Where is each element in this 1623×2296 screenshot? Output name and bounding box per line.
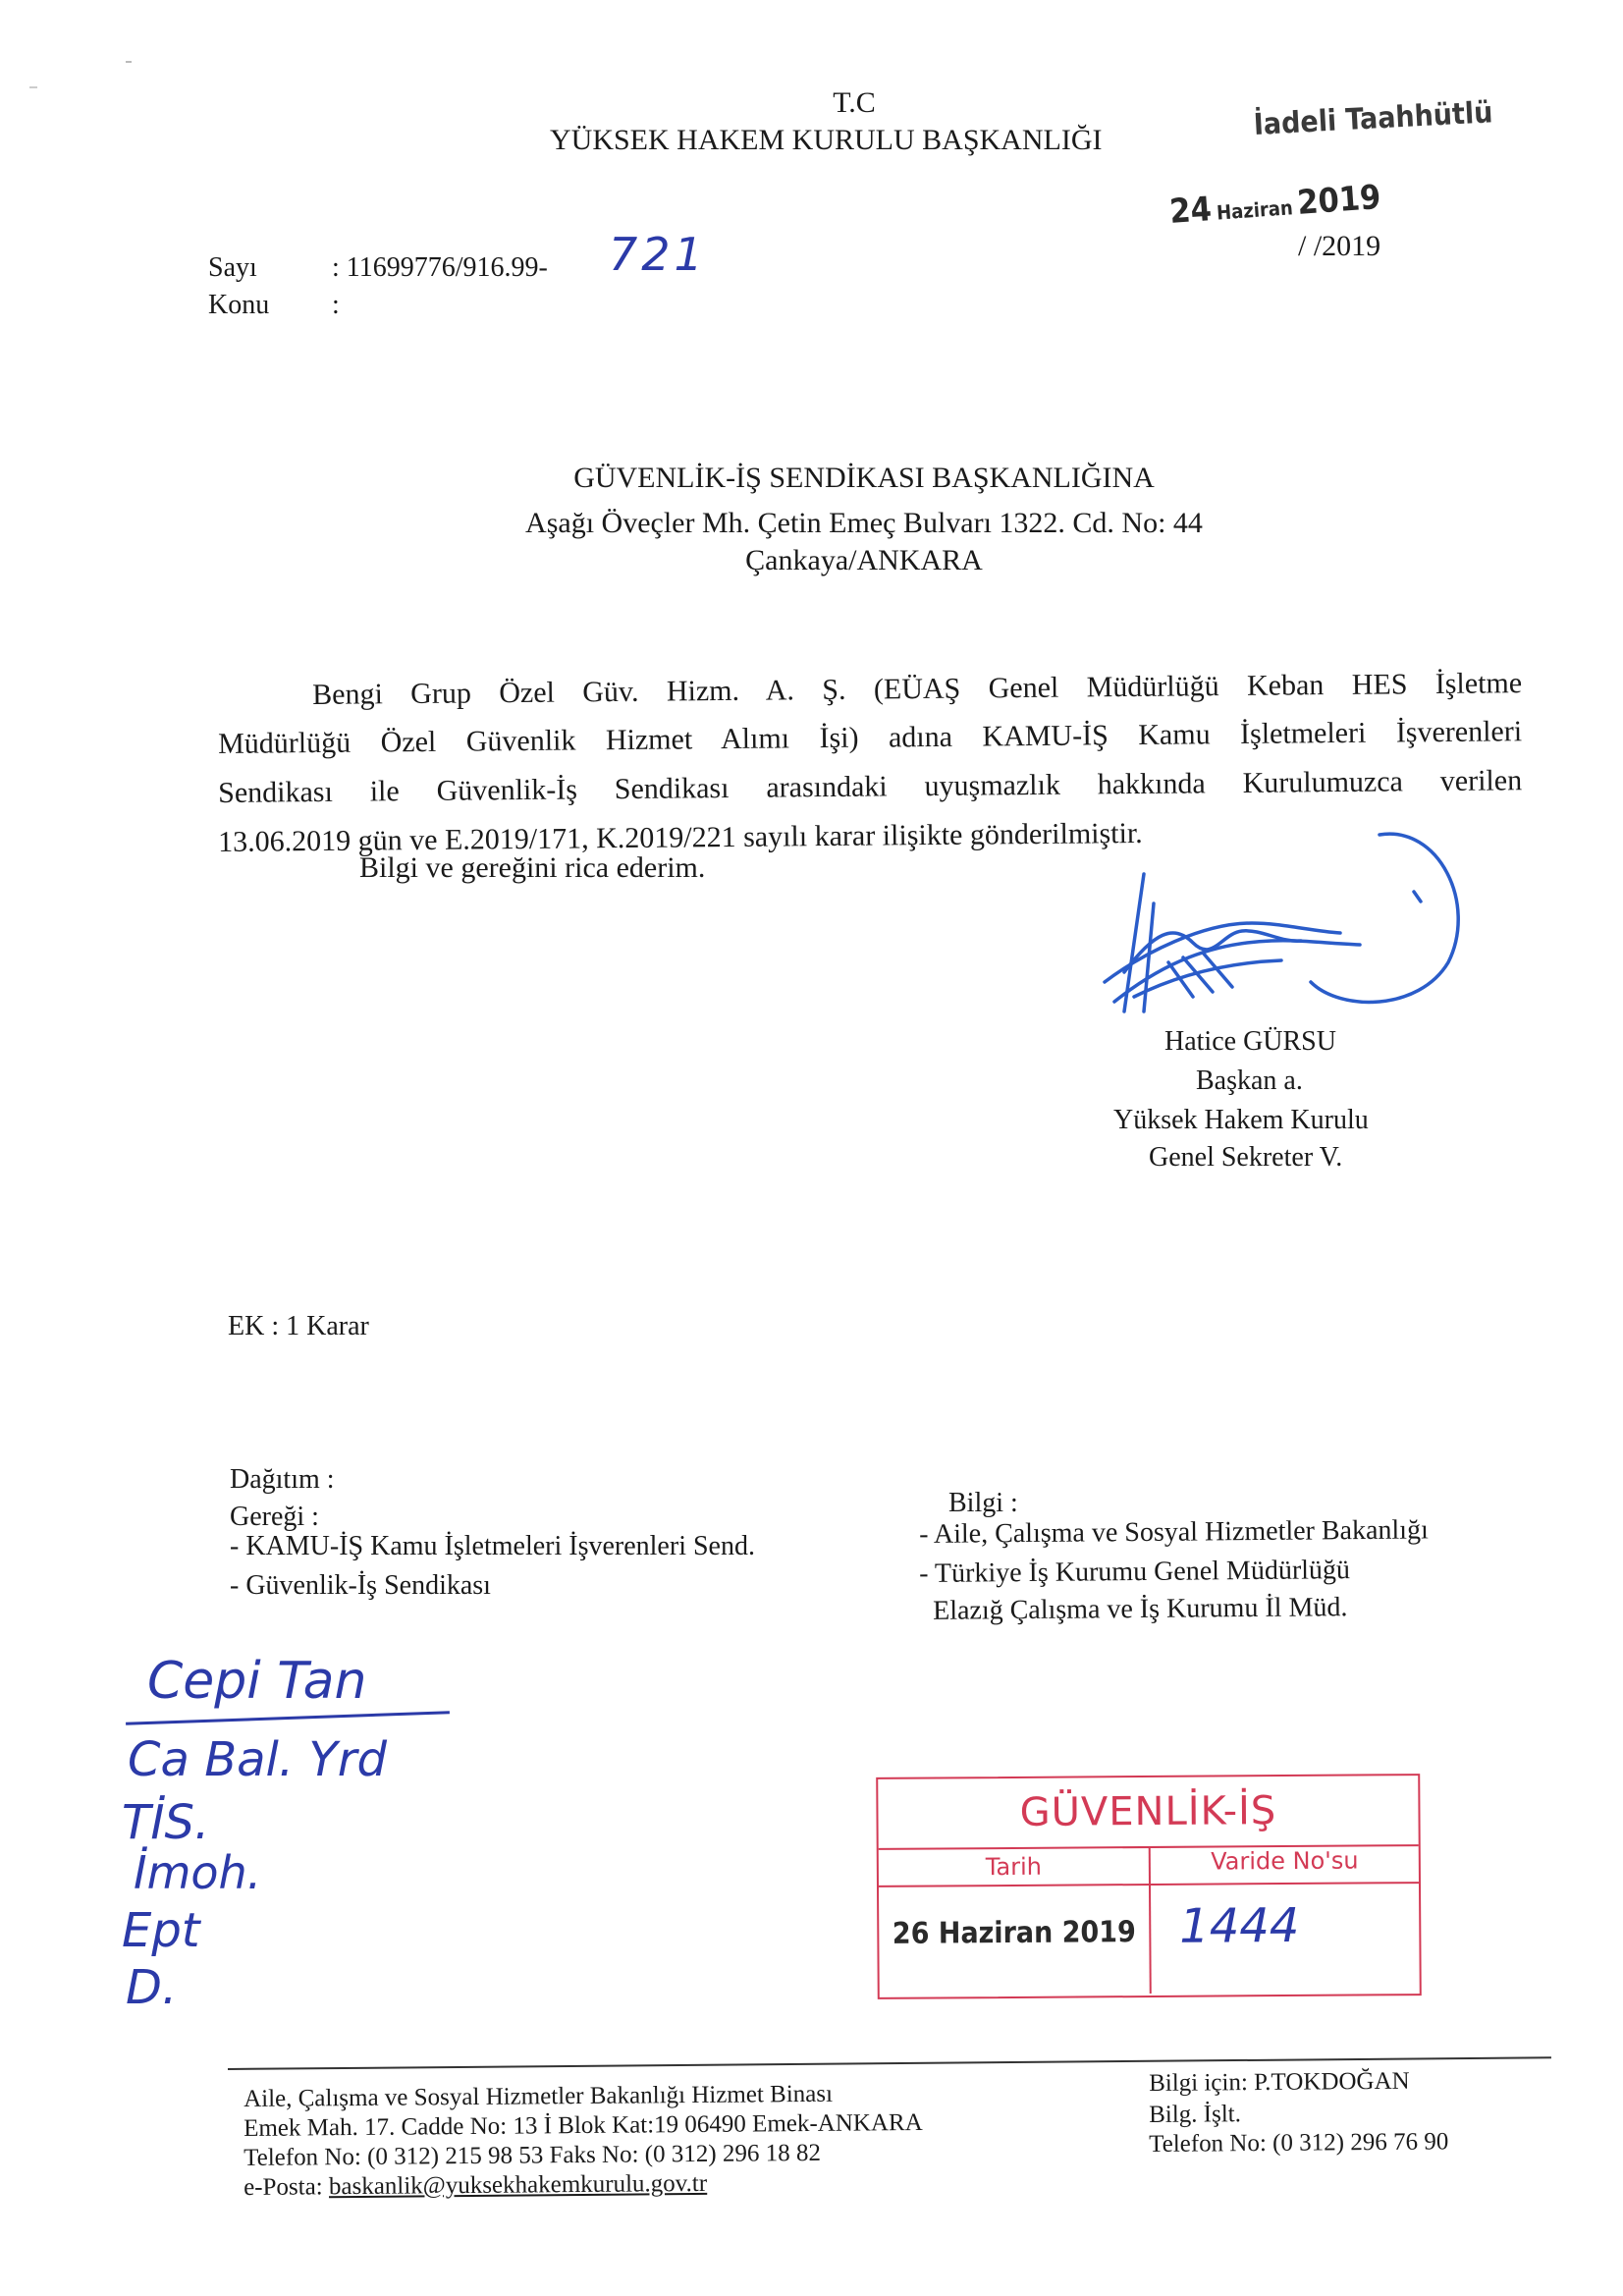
header-tc: T.C — [833, 86, 876, 119]
handwritten-note-1: Cepi Tan — [147, 1652, 367, 1711]
distribution-info-label: Bilgi : — [948, 1488, 1018, 1518]
date-stamp-year: 2019 — [1295, 177, 1382, 223]
handwritten-note-2: Ca Bal. Yrd — [128, 1732, 387, 1787]
konu-value: : — [332, 290, 340, 320]
handwritten-note-5: Ept — [122, 1903, 200, 1958]
footer-info-unit: Bilg. İşlt. — [1149, 2101, 1242, 2128]
body-line-2: Müdürlüğü Özel Güvenlik Hizmet Alımı İşi) adına KAMU-İŞ Kamu İşletmeleri İşverenleri — [218, 715, 1523, 760]
handwritten-note-3: TİS. — [122, 1795, 210, 1850]
distribution-action-item-1: - KAMU-İŞ Kamu İşletmeleri İşverenleri Send. — [230, 1531, 755, 1561]
distribution-action-item-2: - Güvenlik-İş Sendikası — [230, 1570, 491, 1601]
stamp-date-label: Tarih — [985, 1852, 1043, 1882]
footer-address-1: Aile, Çalışma ve Sosyal Hizmetler Bakanlığı Hizmet Binası — [243, 2080, 834, 2112]
handwritten-note-6: D. — [126, 1960, 178, 2015]
date-stamp-month: Haziran — [1216, 195, 1294, 225]
handwritten-underline — [126, 1711, 450, 1725]
scan-mark — [126, 61, 132, 63]
stamp-number-label: Varide No'su — [1211, 1846, 1359, 1876]
distribution-info-item-2: - Türkiye İş Kurumu Genel Müdürlüğü — [919, 1555, 1351, 1589]
distribution-info-item-1: - Aile, Çalışma ve Sosyal Hizmetler Bakanlığı — [919, 1514, 1429, 1550]
stamp-number-value: 1444 — [1179, 1897, 1300, 1954]
signatory-title-2: Yüksek Hakem Kurulu — [1113, 1105, 1369, 1135]
body-line-4: 13.06.2019 gün ve E.2019/171, K.2019/221 sayılı karar ilişikte gönderilmiştir. — [218, 816, 1143, 858]
body-line-3: Sendikası ile Güvenlik-İş Sendikası arasındaki uyuşmazlık hakkında Kurulumuzca verilen — [218, 764, 1523, 809]
footer-info-contact: Bilgi için: P.TOKDOĞAN — [1149, 2067, 1410, 2097]
footer-email-link[interactable]: baskanlik@yuksekhakemkurulu.gov.tr — [328, 2169, 708, 2201]
sayi-handwritten-number: 721 — [609, 228, 707, 281]
konu-label: Konu — [208, 290, 270, 320]
signatory-title-1: Başkan a. — [1196, 1066, 1303, 1096]
distribution-info-item-3: Elazığ Çalışma ve İş Kurumu İl Müd. — [919, 1592, 1348, 1626]
footer-address-2: Emek Mah. 17. Cadde No: 13 İ Blok Kat:19 06490 Emek-ANKARA — [243, 2108, 923, 2142]
recipient-name: GÜVENLİK-İŞ SENDİKASI BAŞKANLIĞINA — [573, 462, 1155, 494]
handwritten-note-4: İmoh. — [134, 1846, 262, 1899]
signatory-title-3: Genel Sekreter V. — [1149, 1142, 1343, 1173]
attachment-line: EK : 1 Karar — [228, 1311, 369, 1341]
body-line-1: Bengi Grup Özel Güv. Hizm. A. Ş. (EÜAŞ Genel Müdürlüğü Keban HES İşletme — [312, 667, 1523, 711]
footer-info-phone: Telefon No: (0 312) 296 76 90 — [1149, 2128, 1449, 2158]
registered-mail-stamp: İadeli Taahhütlü — [1253, 95, 1494, 142]
date-stamp-day: 24 — [1168, 190, 1214, 232]
sayi-value: : 11699776/916.99- — [332, 252, 548, 283]
recipient-address-1: Aşağı Öveçler Mh. Çetin Emeç Bulvarı 1322. Cd. No: 44 — [525, 507, 1203, 539]
distribution-label: Dağıtım : — [230, 1464, 335, 1495]
footer-email-label: e-Posta: — [243, 2173, 330, 2201]
recipient-address-2: Çankaya/ANKARA — [745, 544, 983, 576]
footer-email-line — [243, 2168, 707, 2204]
scan-mark — [29, 86, 37, 88]
signatory-name: Hatice GÜRSU — [1164, 1026, 1336, 1057]
stamp-date-value: 26 Haziran 2019 — [892, 1915, 1136, 1951]
footer-phone: Telefon No: (0 312) 215 98 53 Faks No: (0 312) 296 18 82 — [243, 2139, 822, 2171]
sayi-label: Sayı — [208, 252, 257, 283]
date-stamp — [1168, 178, 1382, 232]
header-institution: YÜKSEK HAKEM KURULU BAŞKANLIĞI — [550, 124, 1103, 156]
signature — [1085, 815, 1458, 1011]
stamp-org: GÜVENLİK-İŞ — [1019, 1788, 1277, 1835]
incoming-stamp — [876, 1774, 1422, 1999]
distribution-action-label: Gereği : — [230, 1502, 319, 1532]
body-line-5: Bilgi ve gereğini rica ederim. — [359, 851, 706, 884]
date-line: / /2019 — [1298, 230, 1381, 262]
